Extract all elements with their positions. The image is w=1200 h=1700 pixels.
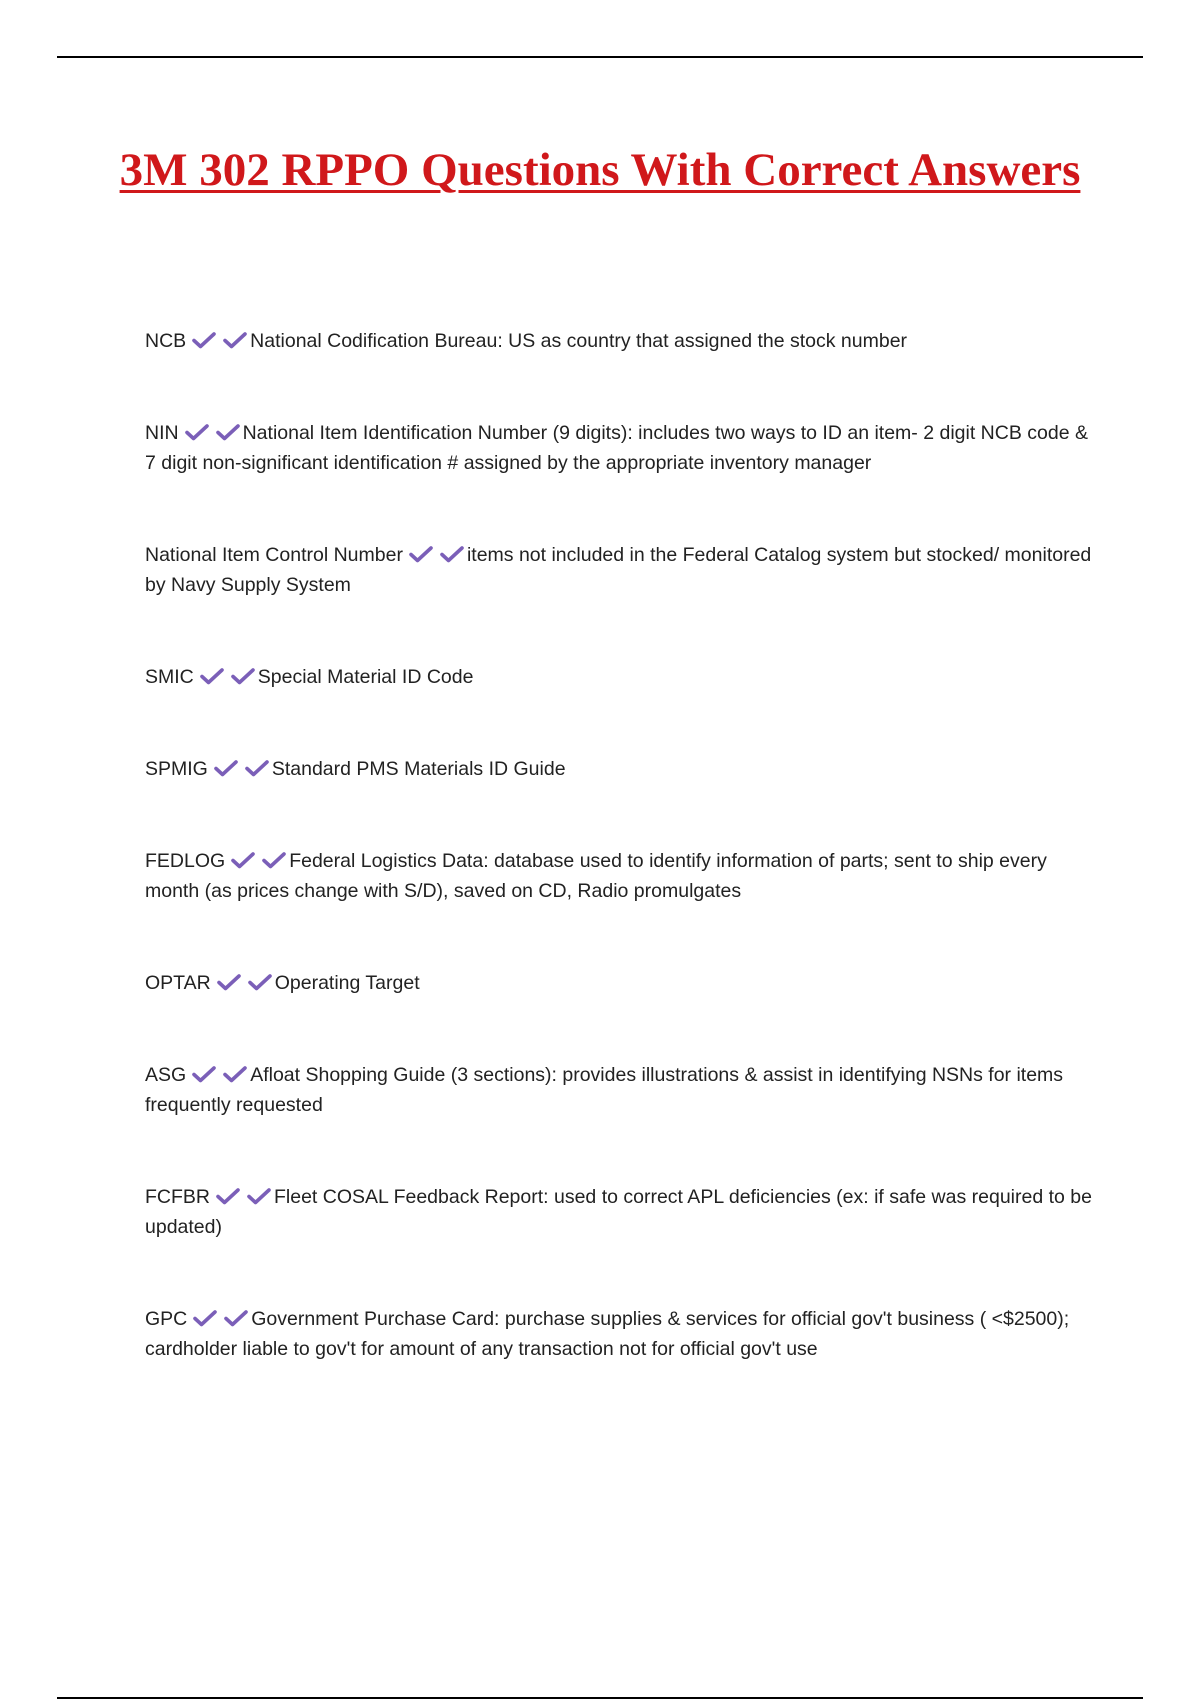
checkmark-icon — [222, 1065, 248, 1083]
document-title: 3M 302 RPPO Questions With Correct Answers — [119, 144, 1081, 196]
qa-entry — [145, 326, 1095, 356]
qa-list — [145, 326, 1095, 1426]
entry-definition: Special Material ID Code — [257, 666, 474, 688]
checkmark-icon — [246, 1187, 272, 1205]
qa-entry — [145, 1304, 1095, 1364]
entry-term: OPTAR — [145, 972, 211, 994]
entry-definition: Standard PMS Materials ID Guide — [271, 758, 566, 780]
entry-definition: National Item Identification Number (9 digits): includes two ways to ID an item- 2 digit NCB code & 7 digit non-significant identification # assigned by the appropriate inventory manager — [145, 422, 1088, 474]
checkmark-icon — [230, 851, 256, 869]
checkmark-icon — [439, 545, 465, 563]
entry-term: SMIC — [145, 666, 194, 688]
checkmark-icon — [244, 759, 270, 777]
entry-definition: National Codification Bureau: US as country that assigned the stock number — [250, 330, 908, 352]
bottom-divider — [57, 1697, 1143, 1699]
entry-definition: Federal Logistics Data: database used to identify information of parts; sent to ship every month (as prices change with S/D), saved on CD, Radio promulgates — [145, 850, 1047, 902]
checkmark-icon — [184, 423, 210, 441]
qa-entry — [145, 846, 1095, 906]
checkmark-icon — [192, 1309, 218, 1327]
checkmark-icon — [216, 973, 242, 991]
entry-definition: Government Purchase Card: purchase supplies & services for official gov't business ( <$2500); cardholder liable to gov't for amount of any transaction not for official gov't use — [145, 1308, 1070, 1360]
entry-term: FEDLOG — [145, 850, 226, 872]
top-divider — [57, 56, 1143, 58]
checkmark-icon — [223, 1309, 249, 1327]
checkmark-icon — [215, 1187, 241, 1205]
qa-entry — [145, 1182, 1095, 1242]
qa-entry — [145, 418, 1095, 478]
qa-entry — [145, 540, 1095, 600]
checkmark-icon — [222, 331, 248, 349]
checkmark-icon — [191, 331, 217, 349]
qa-entry — [145, 662, 1095, 692]
entry-term: FCFBR — [145, 1186, 210, 1208]
entry-term: GPC — [145, 1308, 188, 1330]
qa-entry — [145, 968, 1095, 998]
checkmark-icon — [191, 1065, 217, 1083]
entry-definition: Afloat Shopping Guide (3 sections): provides illustrations & assist in identifying NSNs for items frequently requested — [145, 1064, 1064, 1116]
entry-definition: Fleet COSAL Feedback Report: used to correct APL deficiencies (ex: if safe was required to be updated) — [145, 1186, 1092, 1238]
entry-term: ASG — [145, 1064, 187, 1086]
entry-term: NIN — [145, 422, 179, 444]
entry-definition: items not included in the Federal Catalog system but stocked/ monitored by Navy Supply System — [145, 544, 1092, 596]
checkmark-icon — [261, 851, 287, 869]
qa-entry — [145, 1060, 1095, 1120]
checkmark-icon — [247, 973, 273, 991]
checkmark-icon — [199, 667, 225, 685]
entry-term: NCB — [145, 330, 187, 352]
checkmark-icon — [408, 545, 434, 563]
checkmark-icon — [230, 667, 256, 685]
entry-term: National Item Control Number — [145, 544, 403, 566]
qa-entry — [145, 754, 1095, 784]
checkmark-icon — [213, 759, 239, 777]
entry-definition: Operating Target — [274, 972, 420, 994]
entry-term: SPMIG — [145, 758, 208, 780]
checkmark-icon — [215, 423, 241, 441]
